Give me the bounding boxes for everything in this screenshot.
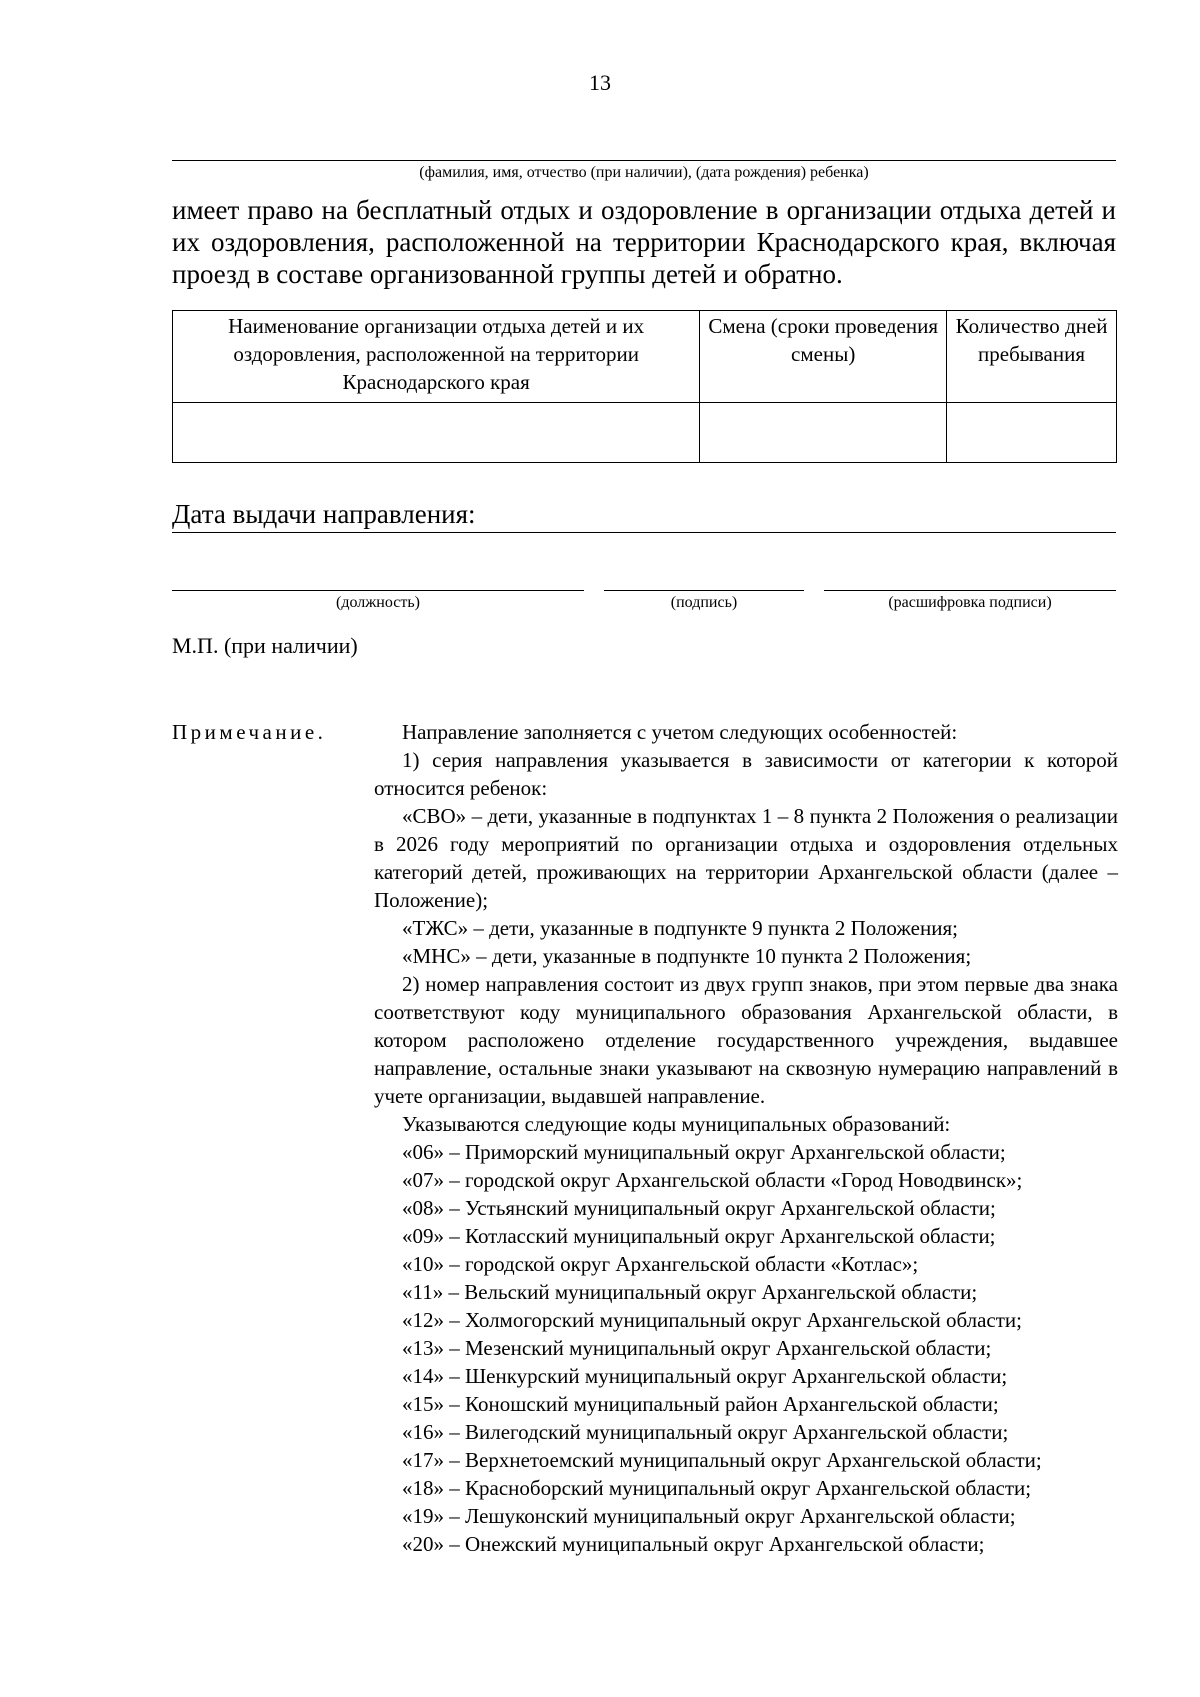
code-item: «16» – Вилегодский муниципальный округ Архангельской области;: [402, 1420, 1009, 1444]
code-item: «07» – городской округ Архангельской области «Город Новодвинск»;: [402, 1168, 1023, 1192]
page-number: 13: [589, 70, 611, 95]
code-item: «08» – Устьянский муниципальный округ Архангельской области;: [402, 1196, 996, 1220]
note-label: Примечание.: [172, 720, 327, 744]
decryption-line: [824, 590, 1116, 591]
code-item: «09» – Котласский муниципальный округ Архангельской области;: [402, 1224, 996, 1248]
header-shift: Смена (сроки проведения смены): [700, 311, 947, 403]
code-item: «11» – Вельский муниципальный округ Архангельской области;: [402, 1280, 978, 1304]
code-item: «06» – Приморский муниципальный округ Архангельской области;: [402, 1140, 1006, 1164]
decryption-caption: (расшифровка подписи): [888, 594, 1052, 611]
note-paragraph-number: 2) номер направления состоит из двух групп знаков, при этом первые два знака соответствуют коду муниципального образования Архангельской области, в котором расположено отделение государственного учреждения, выдавшее направление, остальные знаки указывают на сквозную нумерацию направлений в учете организации, выдавшей направление.: [374, 972, 1118, 1108]
code-item: «13» – Мезенский муниципальный округ Архангельской области;: [402, 1336, 992, 1360]
signature-caption: (подпись): [670, 594, 738, 611]
code-item: «10» – городской округ Архангельской области «Котлас»;: [402, 1252, 919, 1276]
header-organization: Наименование организации отдыха детей и их оздоровления, расположенной на территории Краснодарского края: [173, 311, 700, 403]
issue-date-label: Дата выдачи направления:: [172, 499, 476, 529]
code-item: «19» – Лешуконский муниципальный округ Архангельской области;: [402, 1504, 1016, 1528]
seal-label: М.П. (при наличии): [172, 633, 358, 658]
camp-table: [172, 310, 1117, 463]
code-item: «15» – Коношский муниципальный район Архангельской области;: [402, 1392, 999, 1416]
cell-days: [947, 403, 1117, 463]
signature-line: [604, 590, 804, 591]
table-row: [173, 403, 1117, 463]
child-name-line: [172, 160, 1116, 161]
issue-date-line: [172, 532, 1116, 533]
codes-intro: Указываются следующие коды муниципальных образований:: [402, 1112, 951, 1136]
note-paragraph-series: 1) серия направления указывается в зависимости от категории к которой относится ребенок:: [374, 748, 1118, 800]
cell-organization: [173, 403, 700, 463]
notes-block: [374, 718, 1118, 1558]
header-days: Количество дней пребывания: [947, 311, 1117, 403]
code-item: «14» – Шенкурский муниципальный округ Архангельской области;: [402, 1364, 1008, 1388]
note-paragraph-tzhs: «ТЖС» – дети, указанные в подпункте 9 пункта 2 Положения;: [402, 916, 958, 940]
code-item: «18» – Красноборский муниципальный округ Архангельской области;: [402, 1476, 1032, 1500]
notes-intro: Направление заполняется с учетом следующих особенностей:: [402, 720, 958, 744]
position-caption: (должность): [336, 594, 420, 611]
cell-shift: [700, 403, 947, 463]
code-item: «12» – Холмогорский муниципальный округ Архангельской области;: [402, 1308, 1022, 1332]
note-paragraph-svo: «СВО» – дети, указанные в подпунктах 1 – 8 пункта 2 Положения о реализации в 2026 году мероприятий по организации отдыха и оздоровления отдельных категорий детей, проживающих на территории Архангельской области (далее – Положение);: [374, 804, 1118, 912]
child-name-caption: (фамилия, имя, отчество (при наличии), (дата рождения) ребенка): [419, 164, 869, 181]
position-line: [172, 590, 584, 591]
note-paragraph-mns: «МНС» – дети, указанные в подпункте 10 пункта 2 Положения;: [402, 944, 972, 968]
code-item: «20» – Онежский муниципальный округ Архангельской области;: [402, 1532, 985, 1556]
intro-paragraph: имеет право на бесплатный отдых и оздоровление в организации отдыха детей и их оздоровления, расположенной на территории Краснодарского края, включая проезд в составе организованной группы детей и обратно.: [172, 195, 1116, 289]
table-header-row: [173, 311, 1117, 403]
code-item: «17» – Верхнетоемский муниципальный округ Архангельской области;: [402, 1448, 1042, 1472]
